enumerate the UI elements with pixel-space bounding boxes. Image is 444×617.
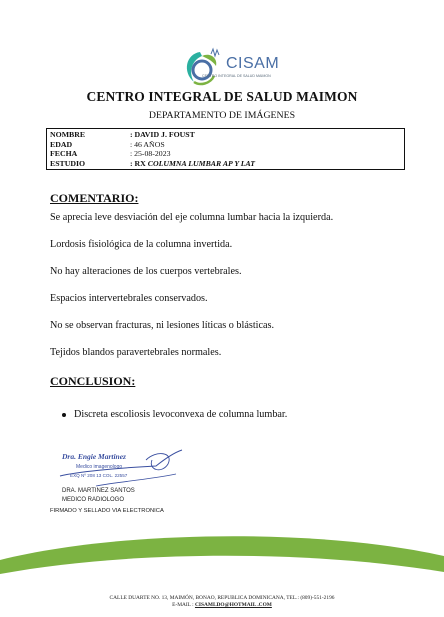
patient-row-age bbox=[50, 140, 404, 150]
finding-text: Espacios intervertebrales conservados. bbox=[50, 293, 208, 304]
patient-field-label: EDAD bbox=[50, 139, 73, 149]
bullet-icon bbox=[62, 413, 66, 417]
patient-row-name bbox=[50, 130, 404, 140]
patient-field-label: NOMBRE bbox=[50, 130, 86, 139]
patient-study-value bbox=[130, 159, 255, 169]
stamp-name: Dra. Engie Martinez bbox=[62, 452, 126, 461]
patient-field-label: FECHA bbox=[50, 149, 78, 158]
stamp-exq: EXQ Nº 208 13 COL. 22557 bbox=[70, 473, 128, 478]
comentario-heading: COMENTARIO: bbox=[50, 191, 139, 205]
logo-brand: CISAM bbox=[226, 55, 280, 72]
logo-tagline: CENTRO INTEGRAL DE SALUD MAIMON bbox=[202, 74, 271, 78]
conclusion-item bbox=[62, 409, 287, 420]
patient-row-study bbox=[50, 159, 404, 169]
study-name: COLUMNA LUMBAR AP Y LAT bbox=[147, 158, 256, 168]
patient-name-value: : DAVID J. FOUST bbox=[130, 130, 195, 139]
conclusion-heading: CONCLUSION: bbox=[50, 374, 136, 388]
clinic-logo bbox=[178, 46, 278, 88]
stamp-role: Medico imagenologo bbox=[76, 464, 123, 470]
finding-text: No se observan fracturas, ni lesiones líticas o blásticas. bbox=[50, 320, 275, 331]
signature-stamp bbox=[56, 446, 186, 490]
footer-email-label: E-MAIL : bbox=[172, 602, 195, 608]
patient-date-value: : 25-08-2023 bbox=[130, 149, 171, 158]
footer-address: CALLE DUARTE NO. 13, MAIMÓN, BONAO, REPUBLICA DOMINICANA, TEL.: (809)-551-2196 bbox=[109, 595, 335, 601]
radiologist-name: DRA. MARTINEZ SANTOS bbox=[62, 488, 135, 494]
radiologist-title: MEDICO RADIOLOGO bbox=[62, 497, 125, 503]
signature-note: FIRMADO Y SELLADO VIA ELECTRONICA bbox=[50, 508, 164, 514]
footer-email-link[interactable]: CISAMLDO@HOTMAIL .COM bbox=[194, 602, 272, 608]
study-prefix: : RX bbox=[130, 158, 148, 168]
patient-field-label: ESTUDIO bbox=[50, 158, 86, 168]
page-title: CENTRO INTEGRAL DE SALUD MAIMON bbox=[86, 89, 358, 104]
finding-text: Lordosis fisiológica de la columna invertida. bbox=[50, 239, 233, 250]
footer-email-line bbox=[0, 602, 444, 608]
finding-text: Se aprecia leve desviación del eje columna lumbar hacia la izquierda. bbox=[50, 212, 334, 223]
department-subtitle: DEPARTAMENTO DE IMÁGENES bbox=[148, 110, 296, 121]
patient-info-box bbox=[46, 128, 405, 170]
finding-text: No hay alteraciones de los cuerpos vertebrales. bbox=[50, 266, 242, 277]
patient-row-date bbox=[50, 149, 404, 159]
finding-text: Tejidos blandos paravertebrales normales. bbox=[50, 347, 222, 358]
conclusion-item-text: Discreta escoliosis levoconvexa de columna lumbar. bbox=[74, 409, 288, 420]
patient-age-value: : 46 AÑOS bbox=[130, 139, 165, 149]
